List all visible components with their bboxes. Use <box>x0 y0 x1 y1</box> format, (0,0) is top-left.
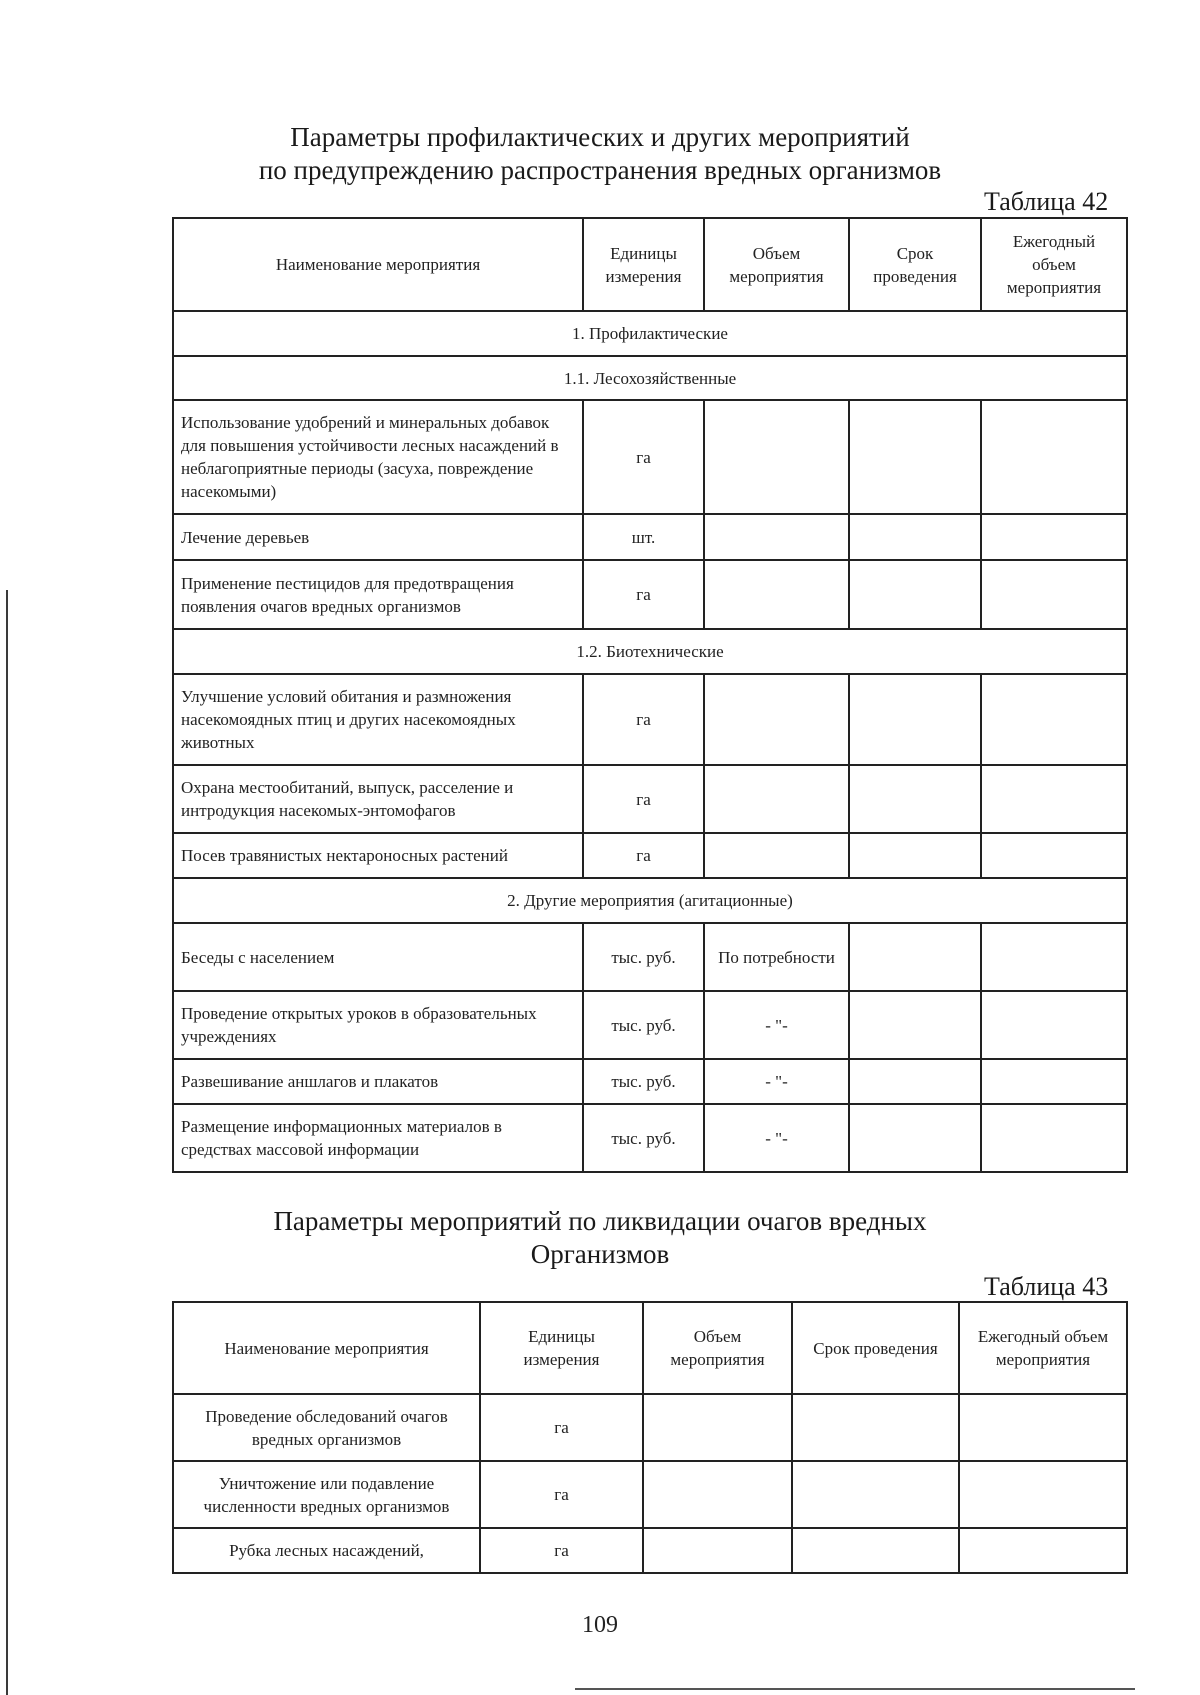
cell-volume <box>704 400 849 514</box>
header-volume: Объем мероприятия <box>643 1302 792 1394</box>
cell-unit: га <box>583 674 704 765</box>
cell-volume: По потребности <box>704 923 849 991</box>
cell-annual <box>959 1461 1127 1528</box>
cell-unit: га <box>583 765 704 833</box>
table-row <box>173 1461 1127 1528</box>
page-number: 109 <box>582 1612 618 1638</box>
cell-annual <box>981 991 1127 1059</box>
cell-volume <box>704 833 849 878</box>
cell-term <box>849 674 981 765</box>
section-title: 1.2. Биотехнические <box>173 629 1127 674</box>
cell-annual <box>981 560 1127 629</box>
table42-title-line2: по предупреждению распространения вредных организмов <box>258 155 942 185</box>
cell-name: Уничтожение или подавление численности вредных организмов <box>173 1461 480 1528</box>
cell-name: Проведение открытых уроков в образовательных учреждениях <box>173 991 583 1059</box>
cell-name: Применение пестицидов для предотвращения появления очагов вредных организмов <box>173 560 583 629</box>
cell-term <box>849 560 981 629</box>
table-row <box>173 1528 1127 1573</box>
table42-title-line1: Параметры профилактических и других мероприятий <box>290 122 910 152</box>
cell-name: Развешивание аншлагов и плакатов <box>173 1059 583 1104</box>
cell-unit: га <box>480 1394 643 1461</box>
cell-volume <box>704 514 849 560</box>
cell-unit: тыс. руб. <box>583 1059 704 1104</box>
header-name: Наименование мероприятия <box>173 1302 480 1394</box>
section-title: 1. Профилактические <box>173 311 1127 356</box>
table-row <box>173 674 1127 765</box>
cell-term <box>849 514 981 560</box>
cell-volume: - "- <box>704 1059 849 1104</box>
cell-term <box>849 400 981 514</box>
cell-annual <box>981 923 1127 991</box>
cell-term <box>849 923 981 991</box>
cell-unit: га <box>583 400 704 514</box>
table43-caption: Таблица 43 <box>984 1272 1109 1301</box>
section-row <box>173 629 1127 674</box>
header-annual: Ежегодный объем мероприятия <box>981 218 1127 311</box>
table-row <box>173 560 1127 629</box>
cell-annual <box>981 765 1127 833</box>
table-row <box>173 923 1127 991</box>
table-43 <box>172 1301 1128 1574</box>
cell-volume <box>643 1461 792 1528</box>
cell-volume: - "- <box>704 1104 849 1172</box>
scan-bottom-mark <box>575 1688 1135 1690</box>
cell-name: Проведение обследований очагов вредных организмов <box>173 1394 480 1461</box>
cell-term <box>849 1059 981 1104</box>
header-unit: Единицы измерения <box>583 218 704 311</box>
cell-name: Лечение деревьев <box>173 514 583 560</box>
header-term: Срок проведения <box>792 1302 959 1394</box>
table-row <box>173 1104 1127 1172</box>
section-row <box>173 311 1127 356</box>
cell-term <box>792 1461 959 1528</box>
cell-volume <box>704 765 849 833</box>
table-row <box>173 514 1127 560</box>
cell-annual <box>981 1059 1127 1104</box>
cell-name: Посев травянистых нектароносных растений <box>173 833 583 878</box>
cell-term <box>792 1528 959 1573</box>
cell-annual <box>959 1394 1127 1461</box>
table-row <box>173 765 1127 833</box>
table-42 <box>172 217 1128 1173</box>
cell-term <box>849 833 981 878</box>
table43-title-line1: Параметры мероприятий по ликвидации очагов вредных <box>273 1206 927 1236</box>
cell-name: Беседы с населением <box>173 923 583 991</box>
cell-unit: га <box>480 1528 643 1573</box>
table-row <box>173 400 1127 514</box>
cell-annual <box>981 514 1127 560</box>
table-row <box>173 1059 1127 1104</box>
cell-unit: шт. <box>583 514 704 560</box>
cell-name: Размещение информационных материалов в средствах массовой информации <box>173 1104 583 1172</box>
section-title: 2. Другие мероприятия (агитационные) <box>173 878 1127 923</box>
cell-name: Использование удобрений и минеральных добавок для повышения устойчивости лесных насаждений в неблагоприятные периоды (засуха, повреждение насекомыми) <box>173 400 583 514</box>
cell-annual <box>959 1528 1127 1573</box>
header-annual: Ежегодный объем мероприятия <box>959 1302 1127 1394</box>
table-row <box>173 991 1127 1059</box>
cell-volume <box>643 1528 792 1573</box>
header-term: Срок проведения <box>849 218 981 311</box>
cell-unit: га <box>583 560 704 629</box>
table-row <box>173 1394 1127 1461</box>
table42-caption: Таблица 42 <box>984 187 1109 216</box>
section-row <box>173 878 1127 923</box>
header-unit: Единицы измерения <box>480 1302 643 1394</box>
cell-annual <box>981 674 1127 765</box>
table42-header-row <box>173 218 1127 311</box>
table-row <box>173 833 1127 878</box>
cell-term <box>849 991 981 1059</box>
cell-name: Рубка лесных насаждений, <box>173 1528 480 1573</box>
cell-annual <box>981 400 1127 514</box>
section-title: 1.1. Лесохозяйственные <box>173 356 1127 400</box>
cell-volume <box>704 560 849 629</box>
header-volume: Объем мероприятия <box>704 218 849 311</box>
cell-name: Охрана местообитаний, выпуск, расселение и интродукция насекомых-энтомофагов <box>173 765 583 833</box>
table43-header-row <box>173 1302 1127 1394</box>
cell-annual <box>981 1104 1127 1172</box>
cell-unit: га <box>480 1461 643 1528</box>
table43-title-line2: Организмов <box>530 1239 670 1269</box>
cell-volume <box>704 674 849 765</box>
cell-annual <box>981 833 1127 878</box>
cell-volume <box>643 1394 792 1461</box>
cell-term <box>792 1394 959 1461</box>
section-row <box>173 356 1127 400</box>
cell-unit: тыс. руб. <box>583 991 704 1059</box>
header-name: Наименование мероприятия <box>173 218 583 311</box>
cell-unit: тыс. руб. <box>583 923 704 991</box>
cell-term <box>849 1104 981 1172</box>
scan-edge-mark <box>6 590 8 1695</box>
cell-term <box>849 765 981 833</box>
cell-unit: тыс. руб. <box>583 1104 704 1172</box>
cell-unit: га <box>583 833 704 878</box>
cell-name: Улучшение условий обитания и размножения насекомоядных птиц и других насекомоядных животных <box>173 674 583 765</box>
cell-volume: - "- <box>704 991 849 1059</box>
